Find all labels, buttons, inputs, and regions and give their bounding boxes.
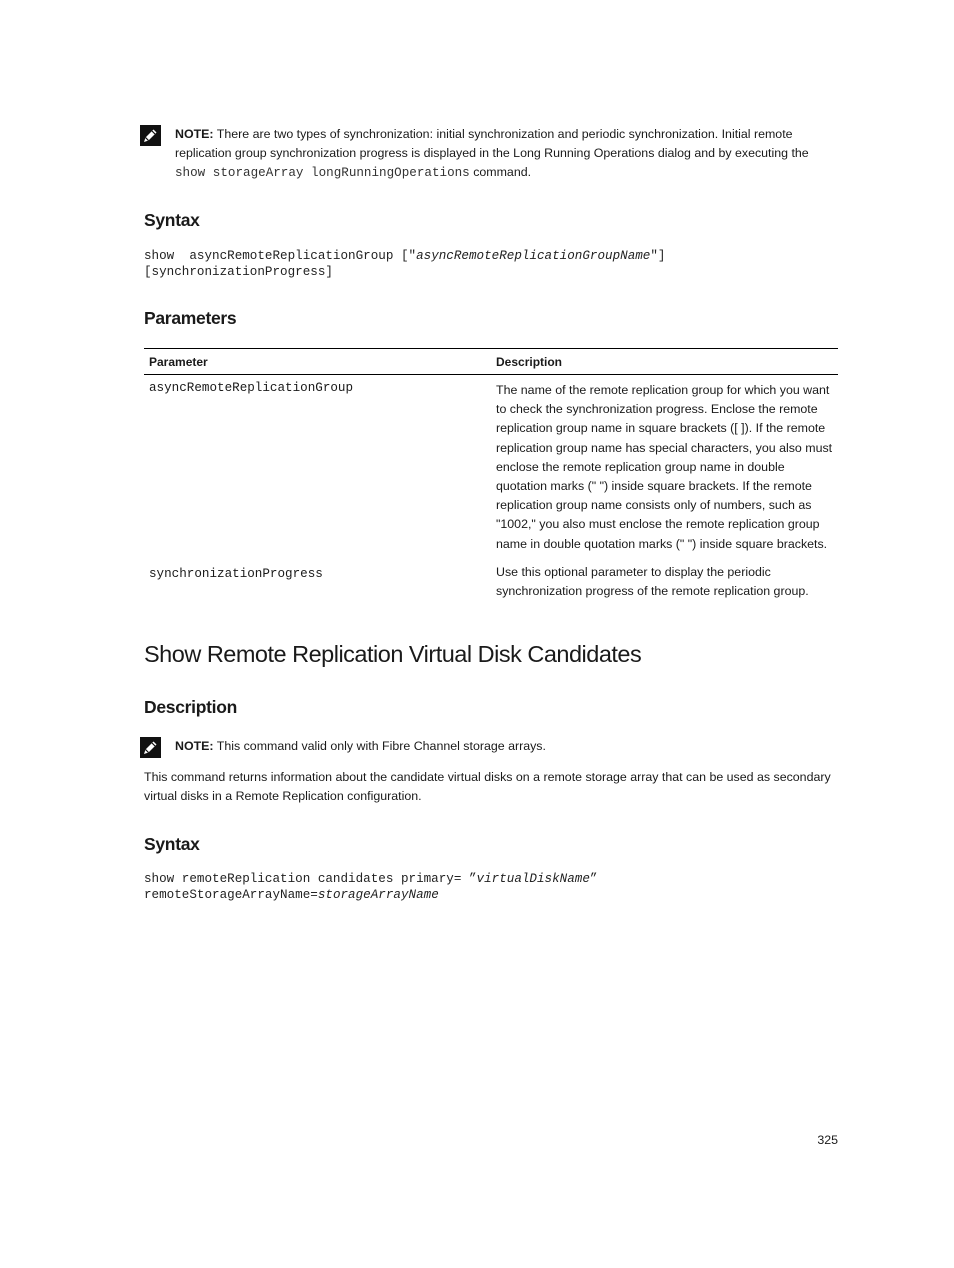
parameter-name: asyncRemoteReplicationGroup [149, 381, 354, 395]
note-text [175, 737, 840, 756]
section-title: Show Remote Replication Virtual Disk Candidates [144, 641, 642, 667]
code-part: ” [589, 872, 598, 886]
code-part: [synchronizationProgress] [144, 264, 333, 279]
parameter-description: The name of the remote replication group for which you want to check the synchronization progress. Enclose the remote replication group name in square brackets ([ ]). If the remote replication group name has special characters, you also must enclose the remote replication group name in double quotation marks (" ") inside square brackets. If the remote replication group name consists only of numbers, such as "1002," you also must enclose the remote replication group name in double quotation marks (" ") inside square brackets. [496, 383, 833, 551]
code-part: show asyncRemoteReplicationGroup [" [144, 249, 417, 263]
pencil-note-icon [140, 125, 161, 146]
table-row [144, 558, 838, 605]
description-heading: Description [144, 697, 237, 717]
code-part: "] [650, 249, 666, 263]
code-variable: virtualDiskName [476, 872, 590, 886]
note-label: NOTE: [175, 739, 214, 753]
description-body: This command returns information about the candidate virtual disks on a remote storage array that can be used as secondary virtual disks in a Remote Replication configuration. [144, 770, 831, 804]
table-header-row [144, 349, 838, 375]
syntax-heading: Syntax [144, 834, 200, 854]
note-text [175, 125, 840, 184]
note-label: NOTE: [175, 127, 214, 141]
code-variable: asyncRemoteReplicationGroupName [416, 249, 651, 263]
note-text-part: There are two types of synchronization: initial synchronization and periodic synchronization. Initial remote replication group synchronization progress is displayed in the Long Running Operations dialog and by executing the [175, 127, 809, 161]
inline-code: show storageArray longRunningOperations [175, 166, 470, 181]
column-header-parameter: Parameter [144, 349, 491, 375]
pencil-note-icon [140, 737, 161, 758]
parameter-description: Use this optional parameter to display the periodic synchronization progress of the remote replication group. [496, 564, 809, 599]
syntax-code [144, 872, 597, 903]
code-part: show remoteReplication candidates primary= ” [144, 872, 477, 886]
syntax-heading: Syntax [144, 210, 200, 230]
parameters-table [144, 348, 838, 605]
table-row [144, 375, 838, 558]
column-header-description: Description [491, 349, 838, 375]
syntax-code [144, 249, 666, 280]
parameters-heading: Parameters [144, 308, 237, 328]
code-variable: storageArrayName [317, 887, 439, 902]
parameter-name: synchronizationProgress [149, 566, 323, 581]
note-text-part: command. [469, 165, 532, 180]
code-part: remoteStorageArrayName= [144, 887, 318, 902]
note-text-part: This command valid only with Fibre Channel storage arrays. [213, 739, 546, 753]
page-number: 325 [817, 1133, 838, 1147]
